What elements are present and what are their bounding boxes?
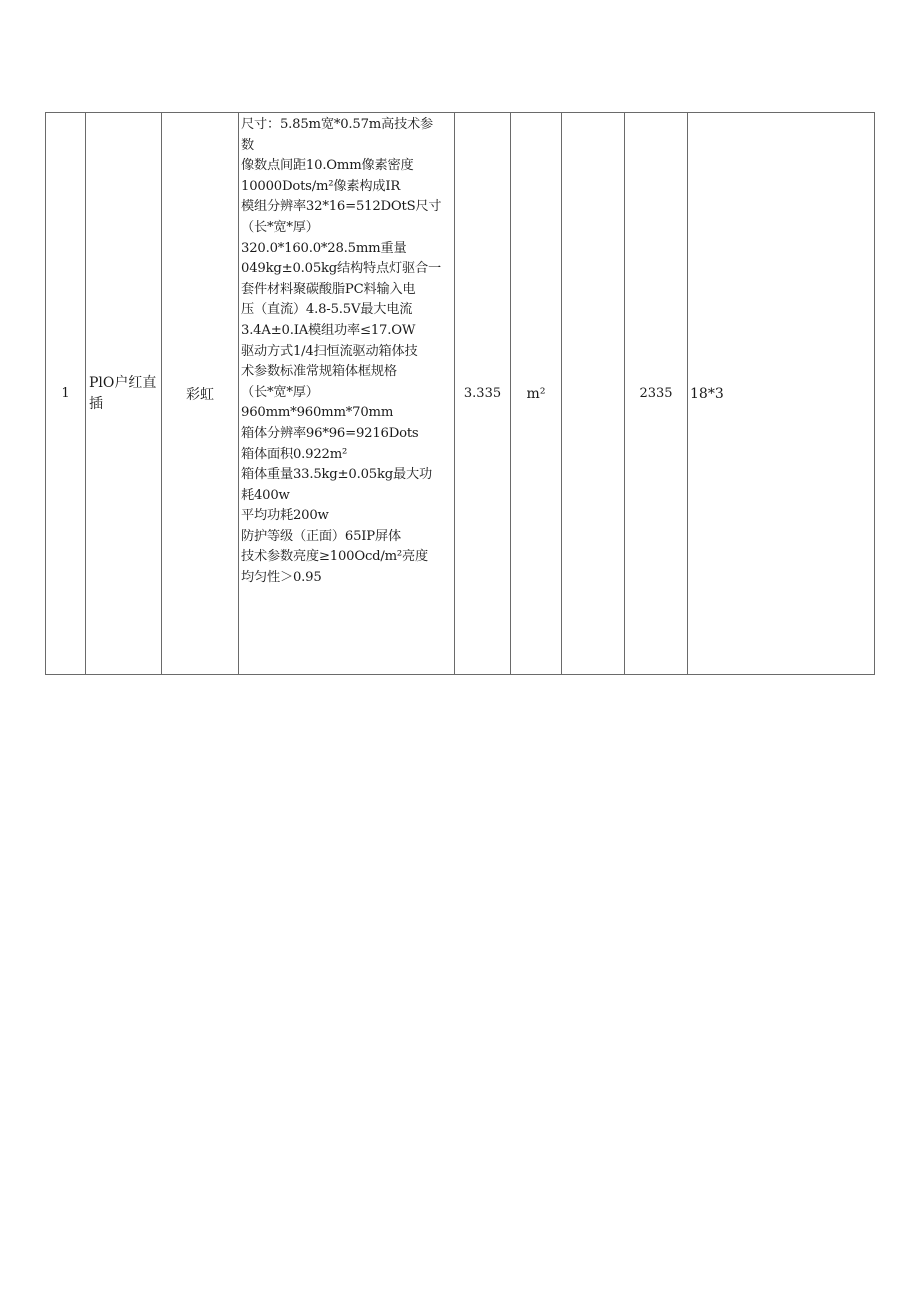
note-cell: 18*3 [688, 113, 875, 675]
unit-cell: m² [511, 113, 562, 675]
spec-line: 术参数标准常规箱体框规格 [241, 364, 397, 380]
spec-cell [239, 113, 455, 675]
product-name-cell [86, 113, 162, 675]
spec-line: 技术参数亮度≥100Ocd/m²亮度 [241, 549, 428, 565]
spec-line: 像数点间距10.Omm像素密度 [241, 158, 414, 174]
spec-line: 箱体重量33.5kg±0.05kg最大功 [241, 467, 432, 483]
spec-line: 耗400w [241, 487, 290, 503]
spec-line: 960mm*960mm*70mm [241, 405, 394, 421]
item-table [45, 112, 875, 675]
brand-cell: 彩虹 [162, 113, 239, 675]
spec-line: 3.4A±0.IA模组功率≤17.OW [241, 322, 416, 338]
spec-line: 压（直流）4.8-5.5V最大电流 [241, 302, 413, 318]
spec-line: 数 [241, 137, 254, 153]
spec-line: 尺寸：5.85m宽*0.57m高技术参 [241, 117, 434, 132]
price-cell: 2335 [625, 113, 688, 675]
spec-line: 箱体分辨率96*96=9216Dots [241, 425, 419, 441]
spec-line: 均匀性＞0.95 [241, 570, 322, 586]
spec-line: 10000Dots/m²像素构成IR [241, 178, 401, 194]
item-table-container [45, 112, 875, 675]
table-row [46, 113, 875, 675]
spec-line: 320.0*160.0*28.5mm重量 [241, 240, 407, 256]
quantity-cell: 3.335 [455, 113, 511, 675]
spec-line: 防护等级（正面）65IP屏体 [241, 528, 401, 544]
empty-cell [562, 113, 625, 675]
spec-line: 049kg±0.05kg结构特点灯驱合一 [241, 261, 441, 277]
spec-line: （长*宽*厚） [241, 384, 319, 400]
product-name-line: 插 [89, 395, 103, 412]
spec-line: （长*宽*厚） [241, 219, 319, 235]
spec-line: 平均功耗200w [241, 508, 329, 524]
spec-line: 模组分辨率32*16=512DOtS尺寸 [241, 199, 442, 215]
row-number: 1 [46, 113, 86, 675]
spec-line: 箱体面积0.922m² [241, 446, 348, 462]
spec-line: 驱动方式1/4扫恒流驱动箱体技 [241, 343, 418, 359]
product-name-line: PlO户红直 [89, 374, 157, 391]
spec-line: 套件材料聚碳酸脂PC料输入电 [241, 281, 416, 297]
